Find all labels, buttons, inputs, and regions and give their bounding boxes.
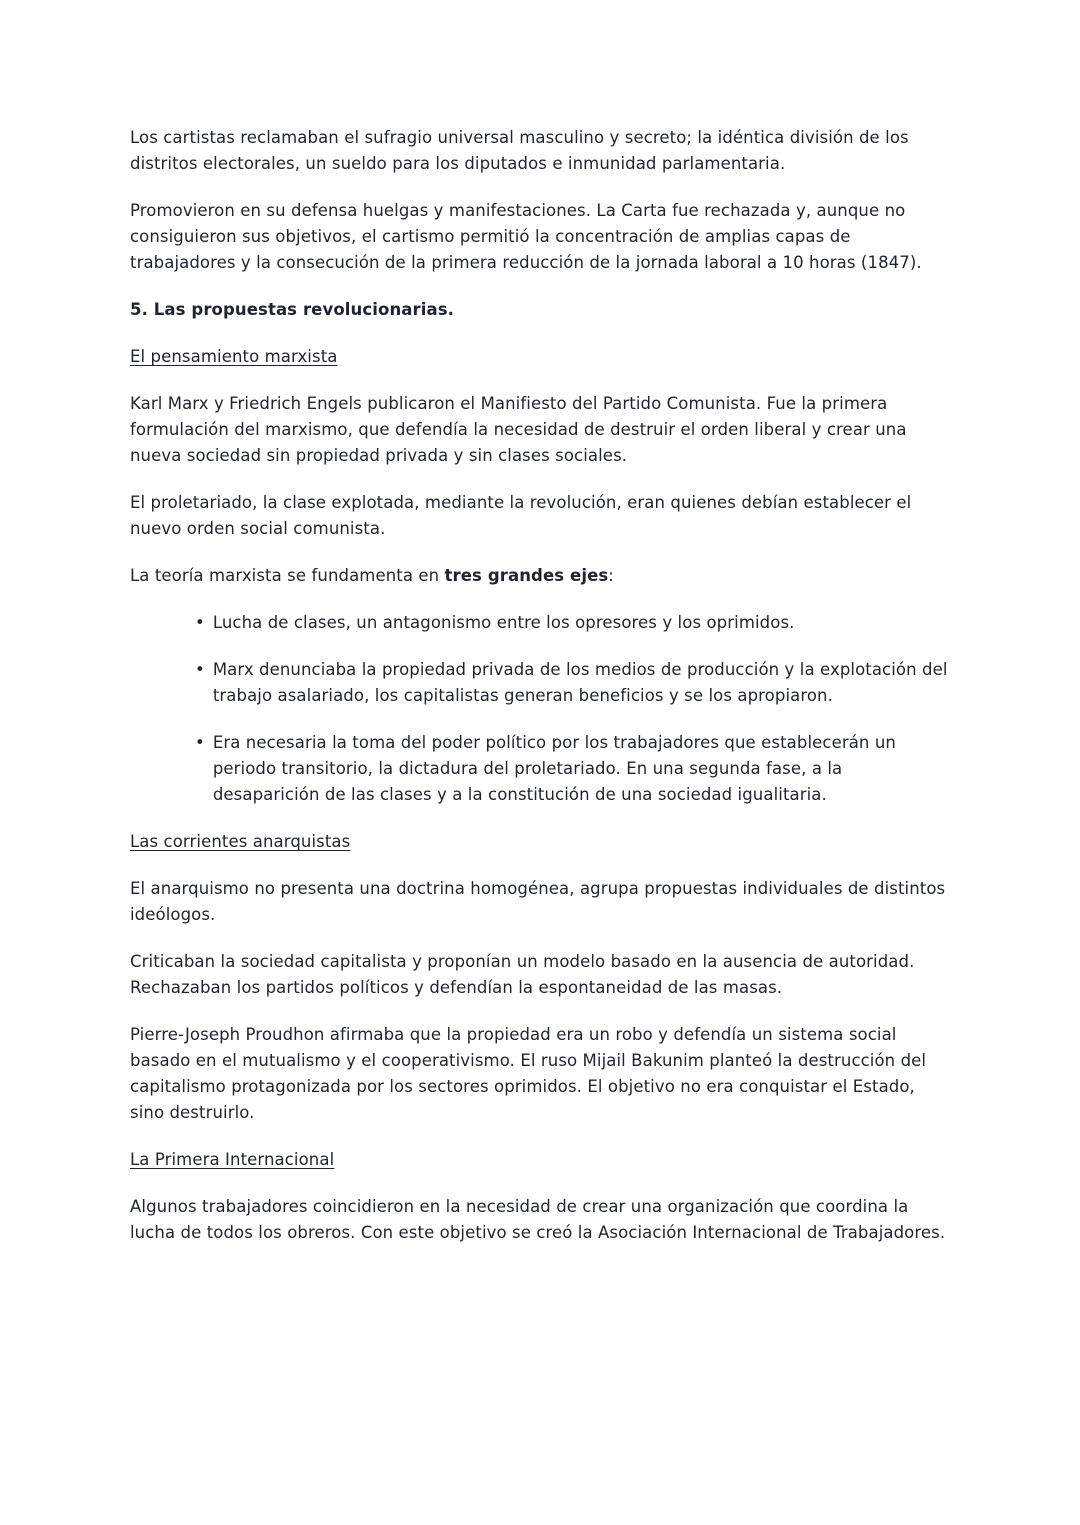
- list-item: [130, 730, 950, 808]
- teoria-intro-suffix: :: [608, 566, 614, 585]
- paragraph-teoria-marxista: [130, 563, 950, 589]
- bullet-text-propiedad-privada: Marx denunciaba la propiedad privada de los medios de producción y la explotación del trabajo asalariado, los capitalistas generan beneficios y se los apropiaron.: [212, 660, 948, 705]
- paragraph-marx-engels: Karl Marx y Friedrich Engels publicaron el Manifiesto del Partido Comunista. Fue la primera formulación del marxismo, que defendía la necesidad de destruir el orden liberal y crear una nueva sociedad sin propiedad privada y sin clases sociales.: [130, 394, 907, 465]
- paragraph-proudhon-bakunim: Pierre-Joseph Proudhon afirmaba que la propiedad era un robo y defendía un sistema social basado en el mutualismo y el cooperativismo. El ruso Mijail Bakunim planteó la destrucción del capitalismo protagonizada por los sectores oprimidos. El objetivo no era conquistar el Estado, sino destruirlo.: [130, 1025, 927, 1122]
- paragraph-primera-internacional: Algunos trabajadores coincidieron en la necesidad de crear una organización que coordina la lucha de todos los obreros. Con este objetivo se creó la Asociación Internacional de Trabajadores.: [130, 1197, 946, 1242]
- bullet-list-tres-ejes: [130, 610, 950, 808]
- subheading-pensamiento-marxista: El pensamiento marxista: [130, 347, 338, 366]
- paragraph-proletariado: El proletariado, la clase explotada, mediante la revolución, eran quienes debían establecer el nuevo orden social comunista.: [130, 493, 912, 538]
- paragraph-cartistas: Los cartistas reclamaban el sufragio universal masculino y secreto; la idéntica división de los distritos electorales, un sueldo para los diputados e inmunidad parlamentaria.: [130, 128, 909, 173]
- paragraph-anarquismo: El anarquismo no presenta una doctrina homogénea, agrupa propuestas individuales de distintos ideólogos.: [130, 879, 946, 924]
- subheading-primera-internacional: La Primera Internacional: [130, 1150, 335, 1169]
- list-item: [130, 610, 950, 636]
- teoria-intro-bold: tres grandes ejes: [444, 566, 609, 585]
- paragraph-promovieron: Promovieron en su defensa huelgas y manifestaciones. La Carta fue rechazada y, aunque no consiguieron sus objetivos, el cartismo permitió la concentración de amplias capas de trabajadores y la consecución de la primera reducción de la jornada laboral a 10 horas (1847).: [130, 201, 922, 272]
- bullet-icon: •: [195, 660, 205, 679]
- bullet-icon: •: [195, 613, 205, 632]
- list-item: [130, 657, 950, 709]
- bullet-icon: •: [195, 733, 205, 752]
- subheading-corrientes-anarquistas: Las corrientes anarquistas: [130, 832, 351, 851]
- bullet-text-lucha-de-clases: Lucha de clases, un antagonismo entre los opresores y los oprimidos.: [212, 613, 795, 632]
- bullet-text-toma-del-poder: Era necesaria la toma del poder político por los trabajadores que establecerán un periodo transitorio, la dictadura del proletariado. En una segunda fase, a la desaparición de las clases y a la constitución de una sociedad igualitaria.: [212, 733, 896, 804]
- paragraph-criticaban: Criticaban la sociedad capitalista y proponían un modelo basado en la ausencia de autoridad. Rechazaban los partidos políticos y defendían la espontaneidad de las masas.: [130, 952, 915, 997]
- teoria-intro-prefix: La teoría marxista se fundamenta en: [130, 566, 445, 585]
- section-heading-propuestas-revolucionarias: 5. Las propuestas revolucionarias.: [130, 300, 455, 319]
